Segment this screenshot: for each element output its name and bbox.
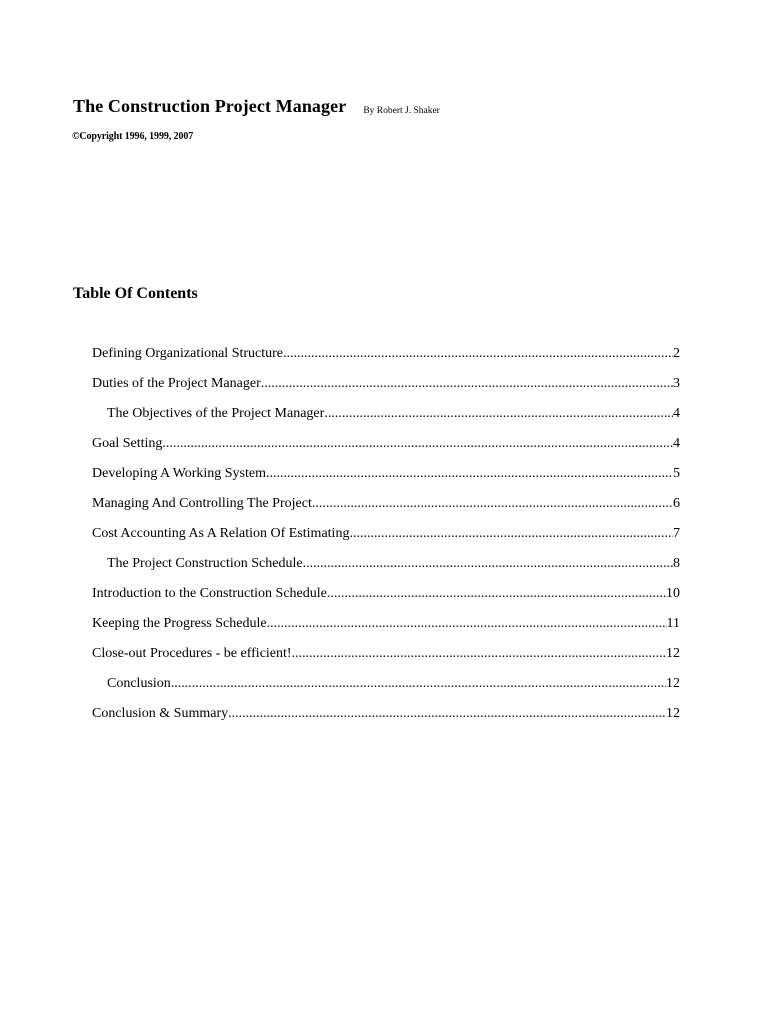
toc-entry-cost-accounting[interactable] — [92, 524, 680, 544]
toc-page-number: 4 — [673, 406, 680, 421]
toc-page-number: 6 — [673, 496, 680, 511]
toc-entry-label: Introduction to the Construction Schedule — [92, 586, 327, 601]
toc-entry-label: The Project Construction Schedule — [107, 556, 303, 571]
toc-entry-label: Managing And Controlling The Project — [92, 496, 312, 511]
toc-entry-objectives-of-the-project-manager[interactable] — [107, 404, 680, 424]
document-title: The Construction Project Manager — [73, 96, 347, 116]
toc-entry-duties-of-the-project-manager[interactable] — [92, 374, 680, 394]
toc-dot-leader — [303, 554, 673, 574]
toc-dot-leader — [327, 584, 666, 604]
toc-page-number: 3 — [673, 376, 680, 391]
toc-entry-developing-a-working-system[interactable] — [92, 464, 680, 484]
toc-entry-label: The Objectives of the Project Manager — [107, 406, 325, 421]
toc-dot-leader — [228, 704, 666, 724]
toc-entry-introduction-to-construction-schedule[interactable] — [92, 584, 680, 604]
toc-heading: Table Of Contents — [73, 285, 198, 302]
toc-page-number: 4 — [673, 436, 680, 451]
toc-entry-label: Cost Accounting As A Relation Of Estimating — [92, 526, 350, 541]
toc-dot-leader — [324, 404, 673, 424]
toc-entry-label: Developing A Working System — [92, 466, 267, 481]
title-row — [73, 96, 440, 117]
toc-dot-leader — [292, 644, 666, 664]
toc-entry-label: Conclusion & Summary — [92, 706, 229, 721]
toc-page-number: 2 — [673, 346, 680, 361]
toc-page-number: 12 — [666, 646, 680, 661]
toc-entry-label: Defining Organizational Structure — [92, 346, 284, 361]
toc-dot-leader — [261, 374, 673, 394]
toc-dot-leader — [349, 524, 673, 544]
toc-entry-label: Duties of the Project Manager — [92, 376, 261, 391]
copyright-notice: ©Copyright 1996, 1999, 2007 — [72, 131, 194, 142]
toc-entry-project-construction-schedule[interactable] — [107, 554, 680, 574]
toc-dot-leader — [266, 464, 673, 484]
toc-dot-leader — [267, 614, 667, 634]
toc-entry-keeping-the-progress-schedule[interactable] — [92, 614, 680, 634]
toc-entry-conclusion-and-summary[interactable] — [92, 704, 680, 724]
document-author: By Robert J. Shaker — [363, 106, 440, 116]
toc-dot-leader — [312, 494, 673, 514]
toc-entry-label: Goal Setting — [92, 436, 163, 451]
toc-entry-close-out-procedures[interactable] — [92, 644, 680, 664]
toc-page-number: 7 — [673, 526, 680, 541]
toc-page-number: 10 — [666, 586, 680, 601]
toc-page-number: 11 — [666, 616, 680, 631]
toc-dot-leader — [162, 434, 673, 454]
toc-entry-label: Conclusion — [107, 676, 171, 691]
toc-page-number: 12 — [666, 676, 680, 691]
toc-page-number: 5 — [673, 466, 680, 481]
toc-entry-conclusion[interactable] — [107, 674, 680, 694]
toc-entry-label: Keeping the Progress Schedule — [92, 616, 267, 631]
toc-dot-leader — [171, 674, 666, 694]
toc-dot-leader — [283, 344, 673, 364]
toc-entry-managing-and-controlling-the-project[interactable] — [92, 494, 680, 514]
toc-page-number: 12 — [666, 706, 680, 721]
toc-entry-goal-setting[interactable] — [92, 434, 680, 454]
toc-entry-label: Close-out Procedures - be efficient! — [92, 646, 292, 661]
toc-page-number: 8 — [673, 556, 680, 571]
toc-entry-defining-organizational-structure[interactable] — [92, 344, 680, 364]
